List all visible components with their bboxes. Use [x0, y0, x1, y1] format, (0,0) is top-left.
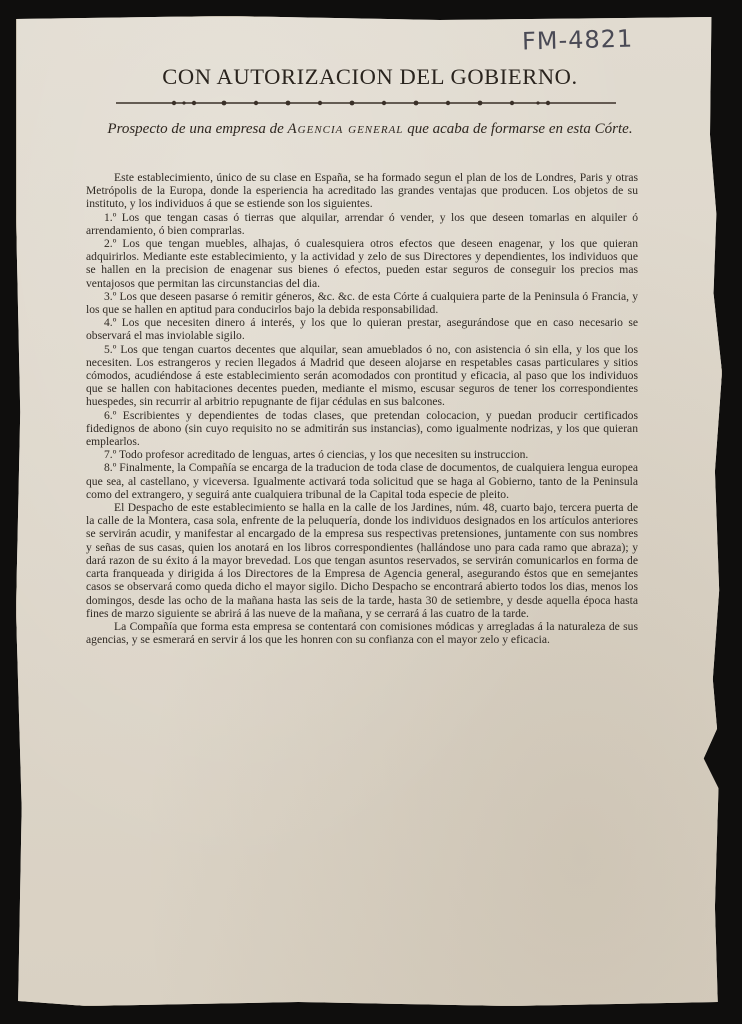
document-body	[86, 171, 638, 646]
subtitle-company-name: Agencia general	[287, 121, 404, 137]
list-item-5: 5.º Los que tengan cuartos decentes que alquilar, sean amueblados ó no, con asistencia ó sin ella, y los que los necesiten. Los estrangeros y recien llegados á Madrid que deseen alojarse en respetables casas particulares y sitios cómodos, acudiéndose á este establecimiento serán acomodados con prontitud y eficacia, al paso que los individuos que se hallen con habitaciones decentes pueden, mediante el mismo, escusar seguros de tener los correspondientes huespedes, sin recurrir al arbitrio repugnante de fijar cédulas en sus balcones.	[86, 342, 638, 409]
list-item-3: 3.º Los que deseen pasarse ó remitir géneros, &c. &c. de esta Córte á cualquiera parte de la Peninsula ó Francia, y los que se hallen en aptitud para conducirlos bajo la debida responsabilidad.	[86, 289, 638, 317]
document-subtitle	[80, 120, 660, 138]
subtitle-text-start: Prospecto de una empresa de	[107, 121, 288, 137]
list-item-2: 2.º Los que tengan muebles, alhajas, ó cualesquiera otros efectos que deseen enagenar, y los que quieran adquirirlos. Mediante este establecimiento, y la actividad y zelo de sus Directores y dependientes, los individuos que se hallen en la precision de enagenar sus bienes ó efectos, pueden estar seguros de conseguir los precios mas ventajosos que permitan las circunstancias del dia.	[86, 237, 638, 290]
intro-paragraph: Este establecimiento, único de su clase en España, se ha formado segun el plan de los de Londres, Paris y otras Metrópolis de la Europa, donde la esperiencia ha acreditado las grandes ventajas que producen. Los objetos de su instituto, y los individuos á que se estiende son los siguientes.	[86, 171, 638, 211]
office-paragraph: El Despacho de este establecimiento se halla en la calle de los Jardines, núm. 48, cuarto bajo, tercera puerta de la calle de la Montera, casa sola, enfrente de la peluquería, donde los individuos designados en los artículos anteriores se servirán acudir, y manifestar al encargado de la empresa sus respectivas pretensiones, juntamente con sus nombres y señas de sus casas, quien los anotará en los libros correspondientes (hallándose uno para cada ramo que abraza); y dará razon de su éxito á la mayor brevedad. Los que tengan asuntos reservados, se servirán comunicarlos en forma de carta franqueada y dirigida á los Directores de la Empresa de Agencia general, asegurando éstos que en semejantes casos se observará como queda dicho el mayor sigilo. Dicho Despacho se encontrará abierto todos los dias, menos los domingos, desde las ocho de la mañana hasta las seis de la tarde, hasta 30 de setiembre, y desde aquella época hasta fines de marzo siguiente se abrirá á las nueve de la mañana, y se cerrará á las cuatro de la tarde.	[86, 501, 638, 620]
list-item-4: 4.º Los que necesiten dinero á interés, y los que lo quieran prestar, asegurándose que en caso necesario se observará el mas inviolable sigilo.	[86, 316, 638, 343]
accession-number: FM-4821	[521, 24, 634, 56]
subtitle-text-end: que acaba de formarse en esta Córte.	[403, 121, 633, 137]
list-item-1: 1.º Los que tengan casas ó tierras que alquilar, arrendar ó vender, y los que deseen tomarlas en alquiler ó arrendamiento, ó bien comprarlas.	[86, 210, 638, 237]
decorative-rule	[116, 98, 616, 108]
list-item-7: 7.º Todo profesor acreditado de lenguas, artes ó ciencias, y los que necesiten su instruccion.	[104, 448, 529, 462]
list-item-6: 6.º Escribientes y dependientes de todas clases, que pretendan colocacion, y puedan producir certificados fidedignos de abono (sin cuyo requisito no se admitirán sus instancias), como igualmente nodrizas, y los que quieran emplearlos.	[86, 408, 638, 449]
closing-paragraph: La Compañía que forma esta empresa se contentará con comisiones módicas y arregladas á la naturaleza de sus agencias, y se esmerará en servir á los que les honren con su confianza con el mayor zelo y eficacia.	[86, 619, 638, 647]
document-title: CON AUTORIZACION DEL GOBIERNO.	[162, 64, 578, 89]
list-item-8: 8.º Finalmente, la Compañía se encarga de la traducion de toda clase de documentos, de cualquiera lengua europea que sea, al castellano, y viceversa. Igualmente activará toda solicitud que se haga al Gobierno, tanto de la Peninsula como del extrangero, y seguirá ante cualquiera tribunal de la Capital toda especie de pleito.	[86, 461, 638, 501]
